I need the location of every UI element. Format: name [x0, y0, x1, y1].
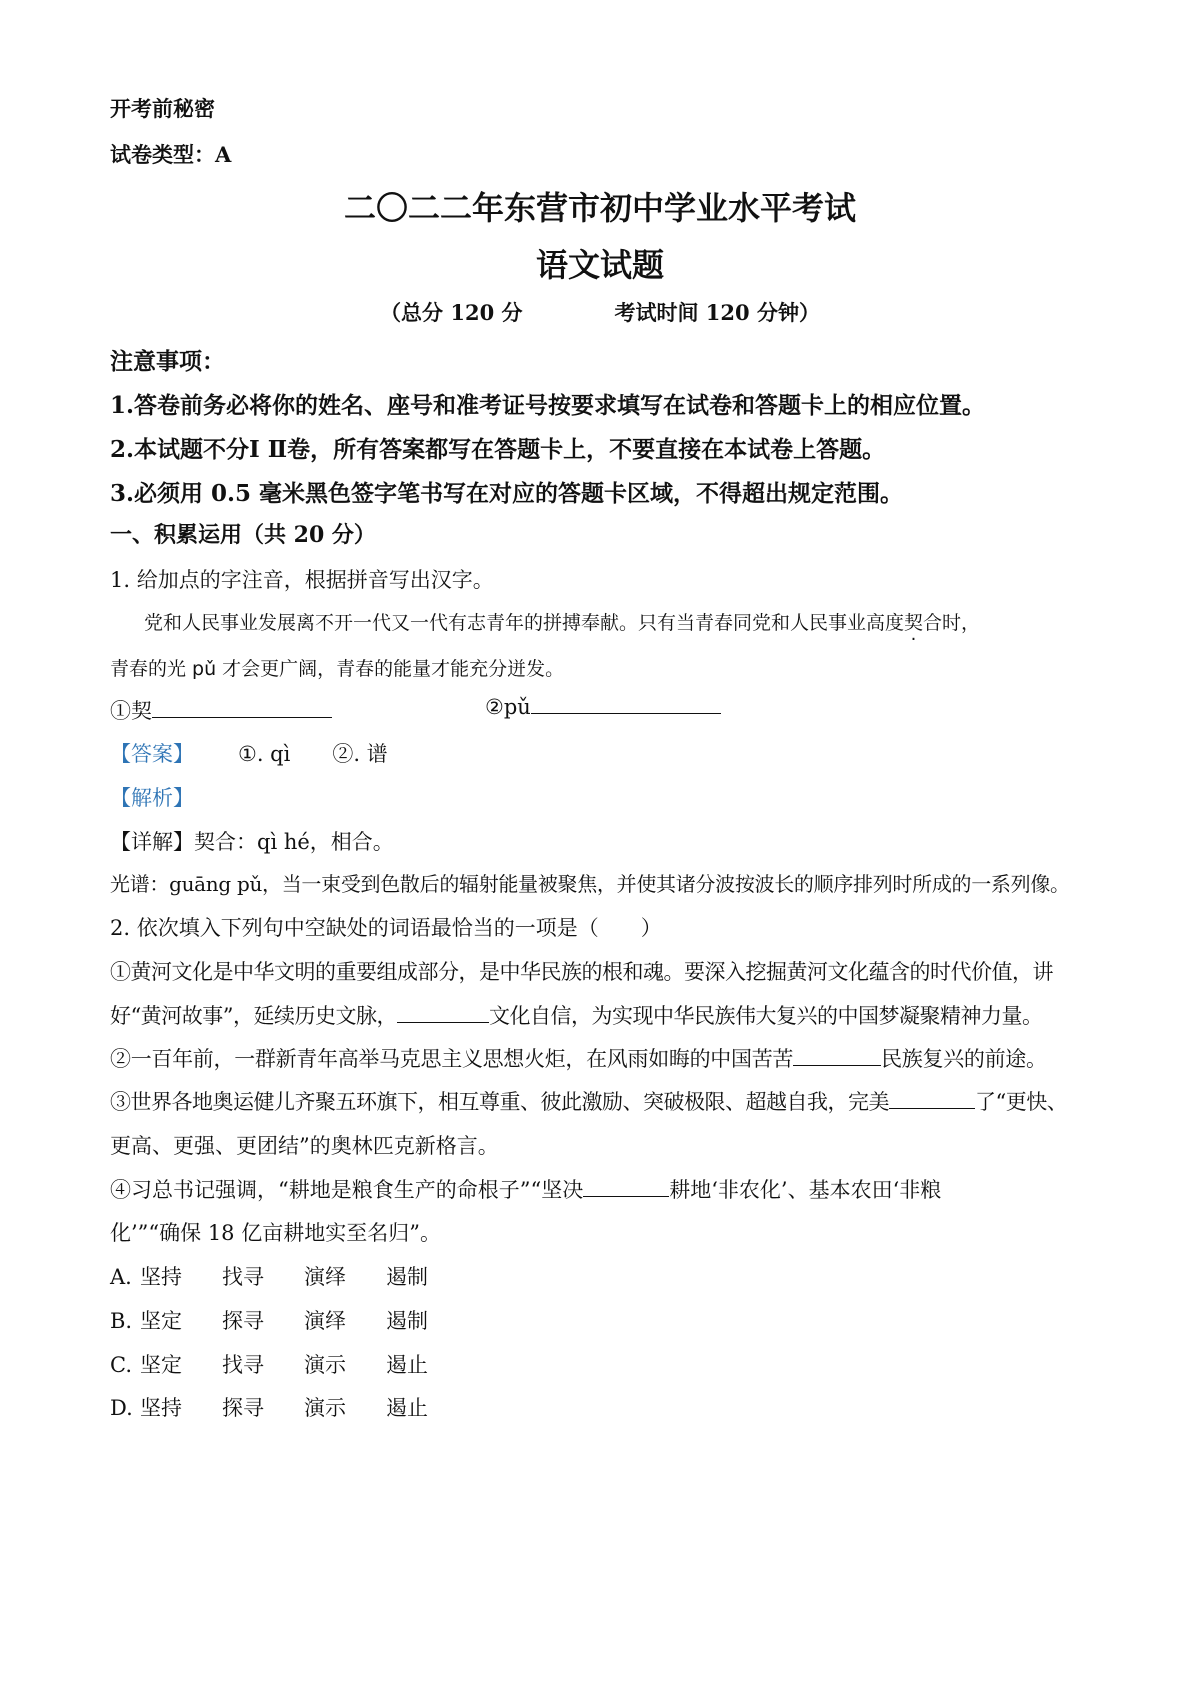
passage-text: 党和人民事业发展离不开一代又一代有志青年的拼搏奉献。只有当青春同党和人民事业高度 — [144, 612, 905, 634]
analysis-tag: 【解析】 — [110, 786, 194, 810]
option-word: 坚持 — [140, 1396, 182, 1420]
answer-tag: 【答案】 — [110, 742, 194, 766]
option-label: B. — [110, 1309, 133, 1333]
sentence-text: ④习总书记强调，“耕地是粮食生产的命根子”“坚决 — [110, 1178, 584, 1202]
passage-text: 合时， — [923, 612, 981, 634]
option-word: 坚定 — [140, 1353, 182, 1377]
answer-blank — [531, 695, 721, 714]
option-label: A. — [110, 1265, 132, 1289]
answer-blank — [793, 1047, 881, 1066]
notice-heading: 注意事项： — [110, 348, 225, 375]
option-b[interactable] — [110, 1305, 468, 1335]
option-word: 找寻 — [222, 1353, 264, 1377]
answer-blank — [397, 1004, 489, 1023]
answer-blank — [152, 699, 332, 718]
section-heading: 一、积累运用（共 20 分） — [110, 522, 376, 548]
option-word: 演示 — [304, 1396, 346, 1420]
option-label: D. — [110, 1396, 133, 1420]
q2-sentence-3b: 更高、更强、更团结”的奥林匹克新格言。 — [110, 1134, 499, 1158]
q2-sentence-1b — [110, 1000, 1042, 1030]
exam-time: 考试时间 120 分钟） — [614, 300, 820, 325]
q1-stem: 1. 给加点的字注音，根据拼音写出汉字。 — [110, 568, 494, 592]
option-word: 遏止 — [386, 1353, 428, 1377]
dotted-character: 契 — [904, 612, 924, 634]
q1-blank-1 — [110, 695, 332, 725]
q2-sentence-1a: ①黄河文化是中华文明的重要组成部分，是中华民族的根和魂。要深入挖掘黄河文化蕴含的时代价值，讲 — [110, 960, 1053, 984]
sentence-text: 了“更快、 — [975, 1090, 1068, 1114]
notice-item: 2.本试题不分Ⅰ Ⅱ卷，所有答案都写在答题卡上，不要直接在本试卷上答题。 — [110, 436, 886, 463]
q2-sentence-2 — [110, 1043, 1047, 1073]
blank-label: ①契 — [110, 699, 152, 723]
option-word: 演绎 — [304, 1265, 346, 1289]
option-word: 演绎 — [304, 1309, 346, 1333]
q2-sentence-4b: 化’”“确保 18 亿亩耕地实至名归”。 — [110, 1221, 441, 1245]
option-c[interactable] — [110, 1349, 468, 1379]
q2-sentence-4a — [110, 1174, 941, 1204]
option-word: 探寻 — [222, 1396, 264, 1420]
sentence-text: 民族复兴的前途。 — [881, 1047, 1047, 1071]
blank-label: ②pǔ — [485, 695, 531, 719]
q1-detail-2: 光谱：guāng pǔ，当一束受到色散后的辐射能量被聚焦，并使其诸分波按波长的顺序排列时所成的一系列像。 — [110, 872, 1070, 896]
option-word: 坚持 — [140, 1265, 182, 1289]
paper-type-label: 试卷类型：A — [110, 142, 232, 167]
sentence-text: ③世界各地奥运健儿齐聚五环旗下，相互尊重、彼此激励、突破极限、超越自我，完美 — [110, 1090, 889, 1114]
score-info — [0, 297, 1200, 327]
q1-passage-line2: 青春的光 pǔ 才会更广阔，青春的能量才能充分迸发。 — [110, 658, 565, 680]
exam-title: 二〇二二年东营市初中学业水平考试 — [343, 189, 856, 227]
option-word: 遏止 — [386, 1396, 428, 1420]
sentence-text: 好“黄河故事”，延续历史文脉， — [110, 1004, 397, 1028]
option-d[interactable] — [110, 1392, 468, 1422]
sentence-text: 文化自信，为实现中华民族伟大复兴的中国梦凝聚精神力量。 — [488, 1004, 1043, 1028]
q1-blank-2 — [485, 695, 721, 719]
q1-answer — [110, 738, 388, 768]
answer-blank — [889, 1090, 975, 1109]
sentence-text: ②一百年前，一群新青年高举马克思主义思想火炬，在风雨如晦的中国苦苦 — [110, 1047, 794, 1071]
q1-passage-line1 — [144, 608, 980, 635]
notice-item: 1.答卷前务必将你的姓名、座号和准考证号按要求填写在试卷和答题卡上的相应位置。 — [110, 392, 986, 419]
sentence-text: 耕地‘非农化’、基本农田‘非粮 — [669, 1178, 942, 1202]
answer-blank — [583, 1178, 669, 1197]
q2-stem: 2. 依次填入下列句中空缺处的词语最恰当的一项是（ ） — [110, 916, 662, 940]
option-word: 找寻 — [222, 1265, 264, 1289]
option-word: 探寻 — [222, 1309, 264, 1333]
subject-title: 语文试题 — [535, 246, 664, 284]
q2-sentence-3a — [110, 1086, 1067, 1116]
answer-text: ①. qì ②. 谱 — [238, 742, 388, 766]
option-a[interactable] — [110, 1261, 468, 1291]
option-label: C. — [110, 1353, 132, 1377]
q1-detail: 【详解】契合：qì hé，相合。 — [110, 830, 394, 854]
notice-item: 3.必须用 0.5 毫米黑色签字笔书写在对应的答题卡区域，不得超出规定范围。 — [110, 480, 904, 507]
secret-label: 开考前秘密 — [110, 96, 215, 121]
total-score: （总分 120 分 — [380, 300, 523, 325]
option-word: 遏制 — [386, 1309, 428, 1333]
option-word: 坚定 — [140, 1309, 182, 1333]
option-word: 遏制 — [386, 1265, 428, 1289]
option-word: 演示 — [304, 1353, 346, 1377]
